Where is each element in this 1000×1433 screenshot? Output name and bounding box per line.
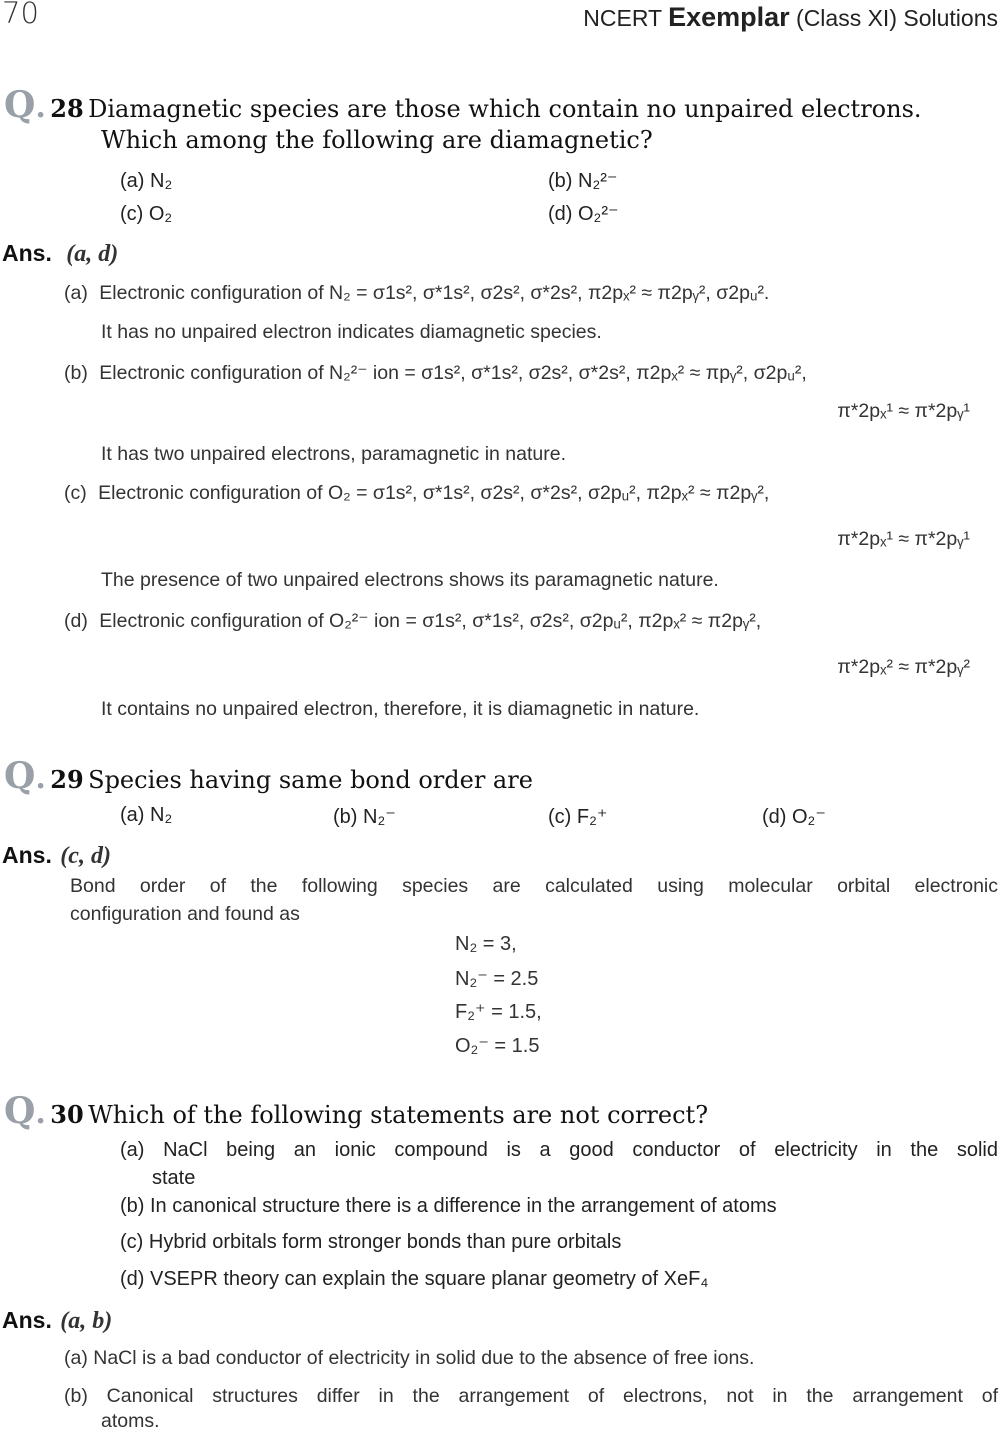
q29-option-d: (d) O₂⁻ xyxy=(762,806,826,828)
q28-continuation-b: π*2pₓ¹ ≈ π*2pᵧ¹ xyxy=(837,400,970,422)
config-text: Electronic configuration of O₂ = σ1s², σ*1s², σ2s², σ*2s², σ2pᵤ², π2pₓ² ≈ π2pᵧ², xyxy=(98,482,770,504)
q29-answer xyxy=(2,842,111,870)
bond-order-n2: N₂ = 3, xyxy=(455,933,517,955)
answer-label: Ans. xyxy=(2,842,52,868)
question-number: 29 xyxy=(50,765,84,794)
q30-option-d: (d) VSEPR theory can explain the square planar geometry of XeF₄ xyxy=(120,1268,709,1290)
q28-note-c: The presence of two unpaired electrons shows its paramagnetic nature. xyxy=(101,569,719,591)
question-text: Species having same bond order are xyxy=(88,766,533,794)
question-mark-icon: Q xyxy=(4,755,36,797)
running-header xyxy=(583,2,998,33)
q28-option-b: (b) N₂²⁻ xyxy=(548,170,618,192)
page-number: 70 xyxy=(2,0,39,30)
q29-explanation-line1: Bond order of the following species are calculated using molecular orbital electronic xyxy=(70,875,998,897)
q29-explanation-line2: configuration and found as xyxy=(70,903,300,925)
question-30-heading: Q. 30 Which of the following statements are not correct? xyxy=(4,1090,709,1132)
question-mark-icon: Q xyxy=(4,84,36,126)
question-text-line1: Diamagnetic species are those which contain no unpaired electrons. xyxy=(88,95,922,123)
q28-option-d: (d) O₂²⁻ xyxy=(548,203,619,225)
config-text: Electronic configuration of O₂²⁻ ion = σ1s², σ*1s², σ2s², σ2pᵤ², π2pₓ² ≈ π2pᵧ², xyxy=(99,610,762,632)
q29-option-b: (b) N₂⁻ xyxy=(333,806,396,828)
q28-explanation-d xyxy=(64,609,761,633)
config-text: Electronic configuration of N₂²⁻ ion = σ1s², σ*1s², σ2s², σ*2s², π2pₓ² ≈ πpᵧ², σ2pᵤ², xyxy=(99,362,807,384)
question-29-heading: Q. 29 Species having same bond order are xyxy=(4,755,533,797)
question-number: 30 xyxy=(50,1100,84,1129)
answer-label: Ans. xyxy=(2,240,52,266)
bond-order-o2-minus: O₂⁻ = 1.5 xyxy=(455,1035,540,1057)
answer-value: (a, d) xyxy=(66,241,119,267)
question-28-heading: Q. 28 Diamagnetic species are those which contain no unpaired electrons. xyxy=(4,84,922,126)
answer-value: (a, b) xyxy=(60,1308,113,1334)
q28-continuation-d: π*2pₓ² ≈ π*2pᵧ² xyxy=(837,656,970,678)
q28-note-d: It contains no unpaired electron, therefore, it is diamagnetic in nature. xyxy=(101,698,700,720)
q30-explanation-b-line2: atoms. xyxy=(101,1410,160,1432)
header-title-pre: NCERT xyxy=(583,5,669,31)
bond-order-n2-minus: N₂⁻ = 2.5 xyxy=(455,968,539,990)
question-number: 28 xyxy=(50,94,84,123)
q28-note-b: It has two unpaired electrons, paramagnetic in nature. xyxy=(101,443,567,465)
q28-option-c: (c) O₂ xyxy=(120,203,173,225)
q28-explanation-a xyxy=(64,282,769,305)
q30-option-b: (b) In canonical structure there is a difference in the arrangement of atoms xyxy=(120,1195,777,1217)
q30-explanation-a: (a) NaCl is a bad conductor of electricity in solid due to the absence of free ions. xyxy=(64,1347,755,1369)
bond-order-f2-plus: F₂⁺ = 1.5, xyxy=(455,1001,542,1023)
config-text: Electronic configuration of N₂ = σ1s², σ*1s², σ2s², σ*2s², π2pₓ² ≈ π2pᵧ², σ2pᵤ². xyxy=(99,282,770,304)
question-text-line2: Which among the following are diamagnetic? xyxy=(101,126,653,154)
explanation-label: (b) xyxy=(64,362,88,384)
q30-option-a-line2: state xyxy=(152,1167,196,1189)
explanation-label: (d) xyxy=(64,610,88,632)
q28-note-a: It has no unpaired electron indicates diamagnetic species. xyxy=(101,321,602,343)
q28-explanation-b xyxy=(64,361,807,385)
q30-option-c: (c) Hybrid orbitals form stronger bonds than pure orbitals xyxy=(120,1231,622,1253)
q28-explanation-c xyxy=(64,482,769,505)
q28-answer xyxy=(2,240,118,268)
q28-continuation-c: π*2pₓ¹ ≈ π*2pᵧ¹ xyxy=(837,528,970,550)
question-mark-icon: Q xyxy=(4,1090,36,1132)
answer-value: (c, d) xyxy=(60,843,111,869)
q30-explanation-b-line1: (b) Canonical structures differ in the arrangement of electrons, not in the arrangement of xyxy=(64,1385,998,1407)
q30-answer xyxy=(2,1307,112,1335)
question-text: Which of the following statements are not correct? xyxy=(88,1101,709,1129)
explanation-label: (a) xyxy=(64,282,88,304)
q28-option-a: (a) N₂ xyxy=(120,170,173,192)
q29-option-a: (a) N₂ xyxy=(120,804,173,826)
explanation-label: (c) xyxy=(64,482,87,504)
header-title-post: (Class XI) Solutions xyxy=(789,5,998,31)
header-title-bold: Exemplar xyxy=(668,2,790,32)
answer-label: Ans. xyxy=(2,1307,52,1333)
q30-option-a-line1: (a) NaCl being an ionic compound is a good conductor of electricity in the solid xyxy=(120,1139,998,1161)
q29-option-c: (c) F₂⁺ xyxy=(548,806,608,828)
